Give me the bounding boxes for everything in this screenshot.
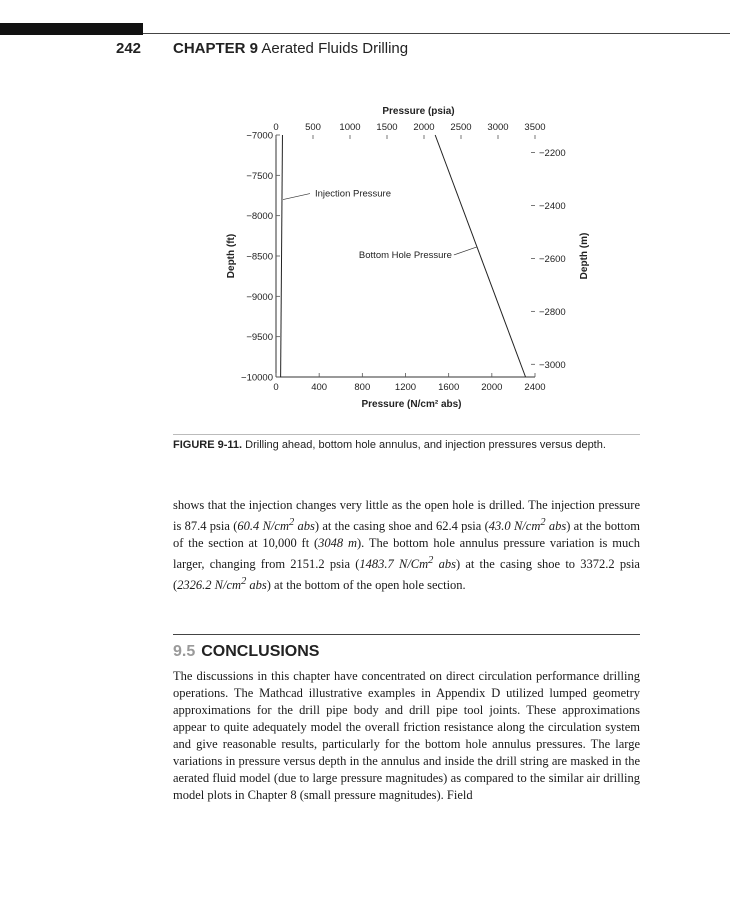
header-bar [0, 23, 143, 35]
bottom-tick-label: 2000 [481, 382, 503, 393]
caption-label: FIGURE 9-11. [173, 439, 243, 451]
section-number: 9.5 [173, 643, 196, 660]
chapter-label: CHAPTER 9 [173, 40, 259, 57]
left-tick-label: −8500 [246, 251, 273, 263]
bottom-tick-label: 0 [273, 382, 279, 393]
left-tick-label: −7500 [246, 170, 273, 182]
bottom-tick-label: 1600 [438, 382, 460, 393]
chapter-title: Aerated Fluids Drilling [261, 40, 409, 57]
pressure-depth-chart [215, 100, 615, 420]
figure-caption [173, 439, 640, 451]
bottom-hole-pressure-label: Bottom Hole Pressure [358, 249, 452, 261]
left-tick-label: −9500 [246, 332, 273, 344]
injection-pressure-label: Injection Pressure [314, 188, 392, 200]
right-axis-title: Depth (m) [579, 232, 590, 280]
conclusions-paragraph: The discussions in this chapter have concentrated on direct circulation performance drilling operations. The Mathcad illustrative examples in Appendix D utilized lumped geometry approximations for the drill pipe body and drill pipe tool joints. These approximations appear to quite adequately model the overall friction resistance along the circulation system and give reasonable results, particularly for the bottom hole annulus pressures. The large variations in pressure versus depth in the annulus and inside the drill string are masked in the aerated fluid model (due to large pressure magnitudes) as compared to the similar air drilling model plots in Chapter 8 (small pressure magnitudes). Field [173, 669, 640, 802]
caption-rule [173, 434, 640, 435]
caption-text: Drilling ahead, bottom hole annulus, and injection pressures versus depth. [245, 439, 606, 451]
bottom-hole-leader-line [454, 247, 477, 255]
running-head [173, 40, 408, 57]
bottom-tick-label: 1200 [394, 382, 417, 393]
top-tick-label: 3000 [487, 122, 509, 133]
header-rule [143, 33, 730, 34]
left-tick-label: −10000 [241, 372, 273, 384]
section-heading [173, 643, 319, 661]
bottom-tick-label: 400 [311, 382, 328, 393]
right-tick-label: −3000 [539, 359, 566, 371]
bottom-tick-label: 800 [354, 382, 371, 393]
top-tick-label: 0 [273, 122, 279, 133]
page-number: 242 [116, 40, 142, 57]
top-tick-label: 1500 [376, 122, 398, 133]
top-tick-label: 2000 [413, 122, 435, 133]
top-tick-label: 2500 [450, 122, 472, 133]
right-tick-label: −2200 [539, 148, 566, 160]
top-tick-label: 3500 [524, 122, 546, 133]
figure-9-11 [215, 100, 615, 420]
left-axis-title: Depth (ft) [226, 233, 237, 279]
top-tick-label: 500 [305, 122, 321, 133]
top-axis-title: Pressure (psia) [382, 106, 455, 117]
right-tick-label: −2600 [539, 253, 566, 265]
section-title: CONCLUSIONS [201, 643, 320, 660]
left-tick-label: −9000 [246, 291, 273, 303]
left-tick-label: −7000 [246, 130, 273, 142]
body-paragraph: shows that the injection changes very little as the open hole is drilled. The injection pressure is 87.4 psia (60.4 $N/cm^2$ abs) at the casing shoe and 62.4 psia (43.0 $N/cm^2$ abs) at the bottom of the section at 10,000 ft (3048 m). The bottom hole annulus pressure variation is much larger, changing from 2151.2 psia (1483.7 N/Cm$^2$ abs) at the casing shoe to 3372.2 psia (2326.2 $N/cm^2$ abs) at the bottom of the open hole section. [173, 498, 640, 593]
left-tick-label: −8000 [246, 211, 273, 223]
section-rule [173, 634, 640, 635]
bottom-tick-label: 2400 [524, 382, 546, 393]
top-tick-label: 1000 [339, 122, 361, 133]
right-tick-label: −2800 [539, 306, 566, 318]
bottom-axis-title: Pressure (N/cm² abs) [361, 399, 462, 410]
right-tick-label: −2400 [539, 201, 566, 213]
injection-leader-line [283, 194, 310, 200]
injection-pressure-line [281, 135, 283, 377]
